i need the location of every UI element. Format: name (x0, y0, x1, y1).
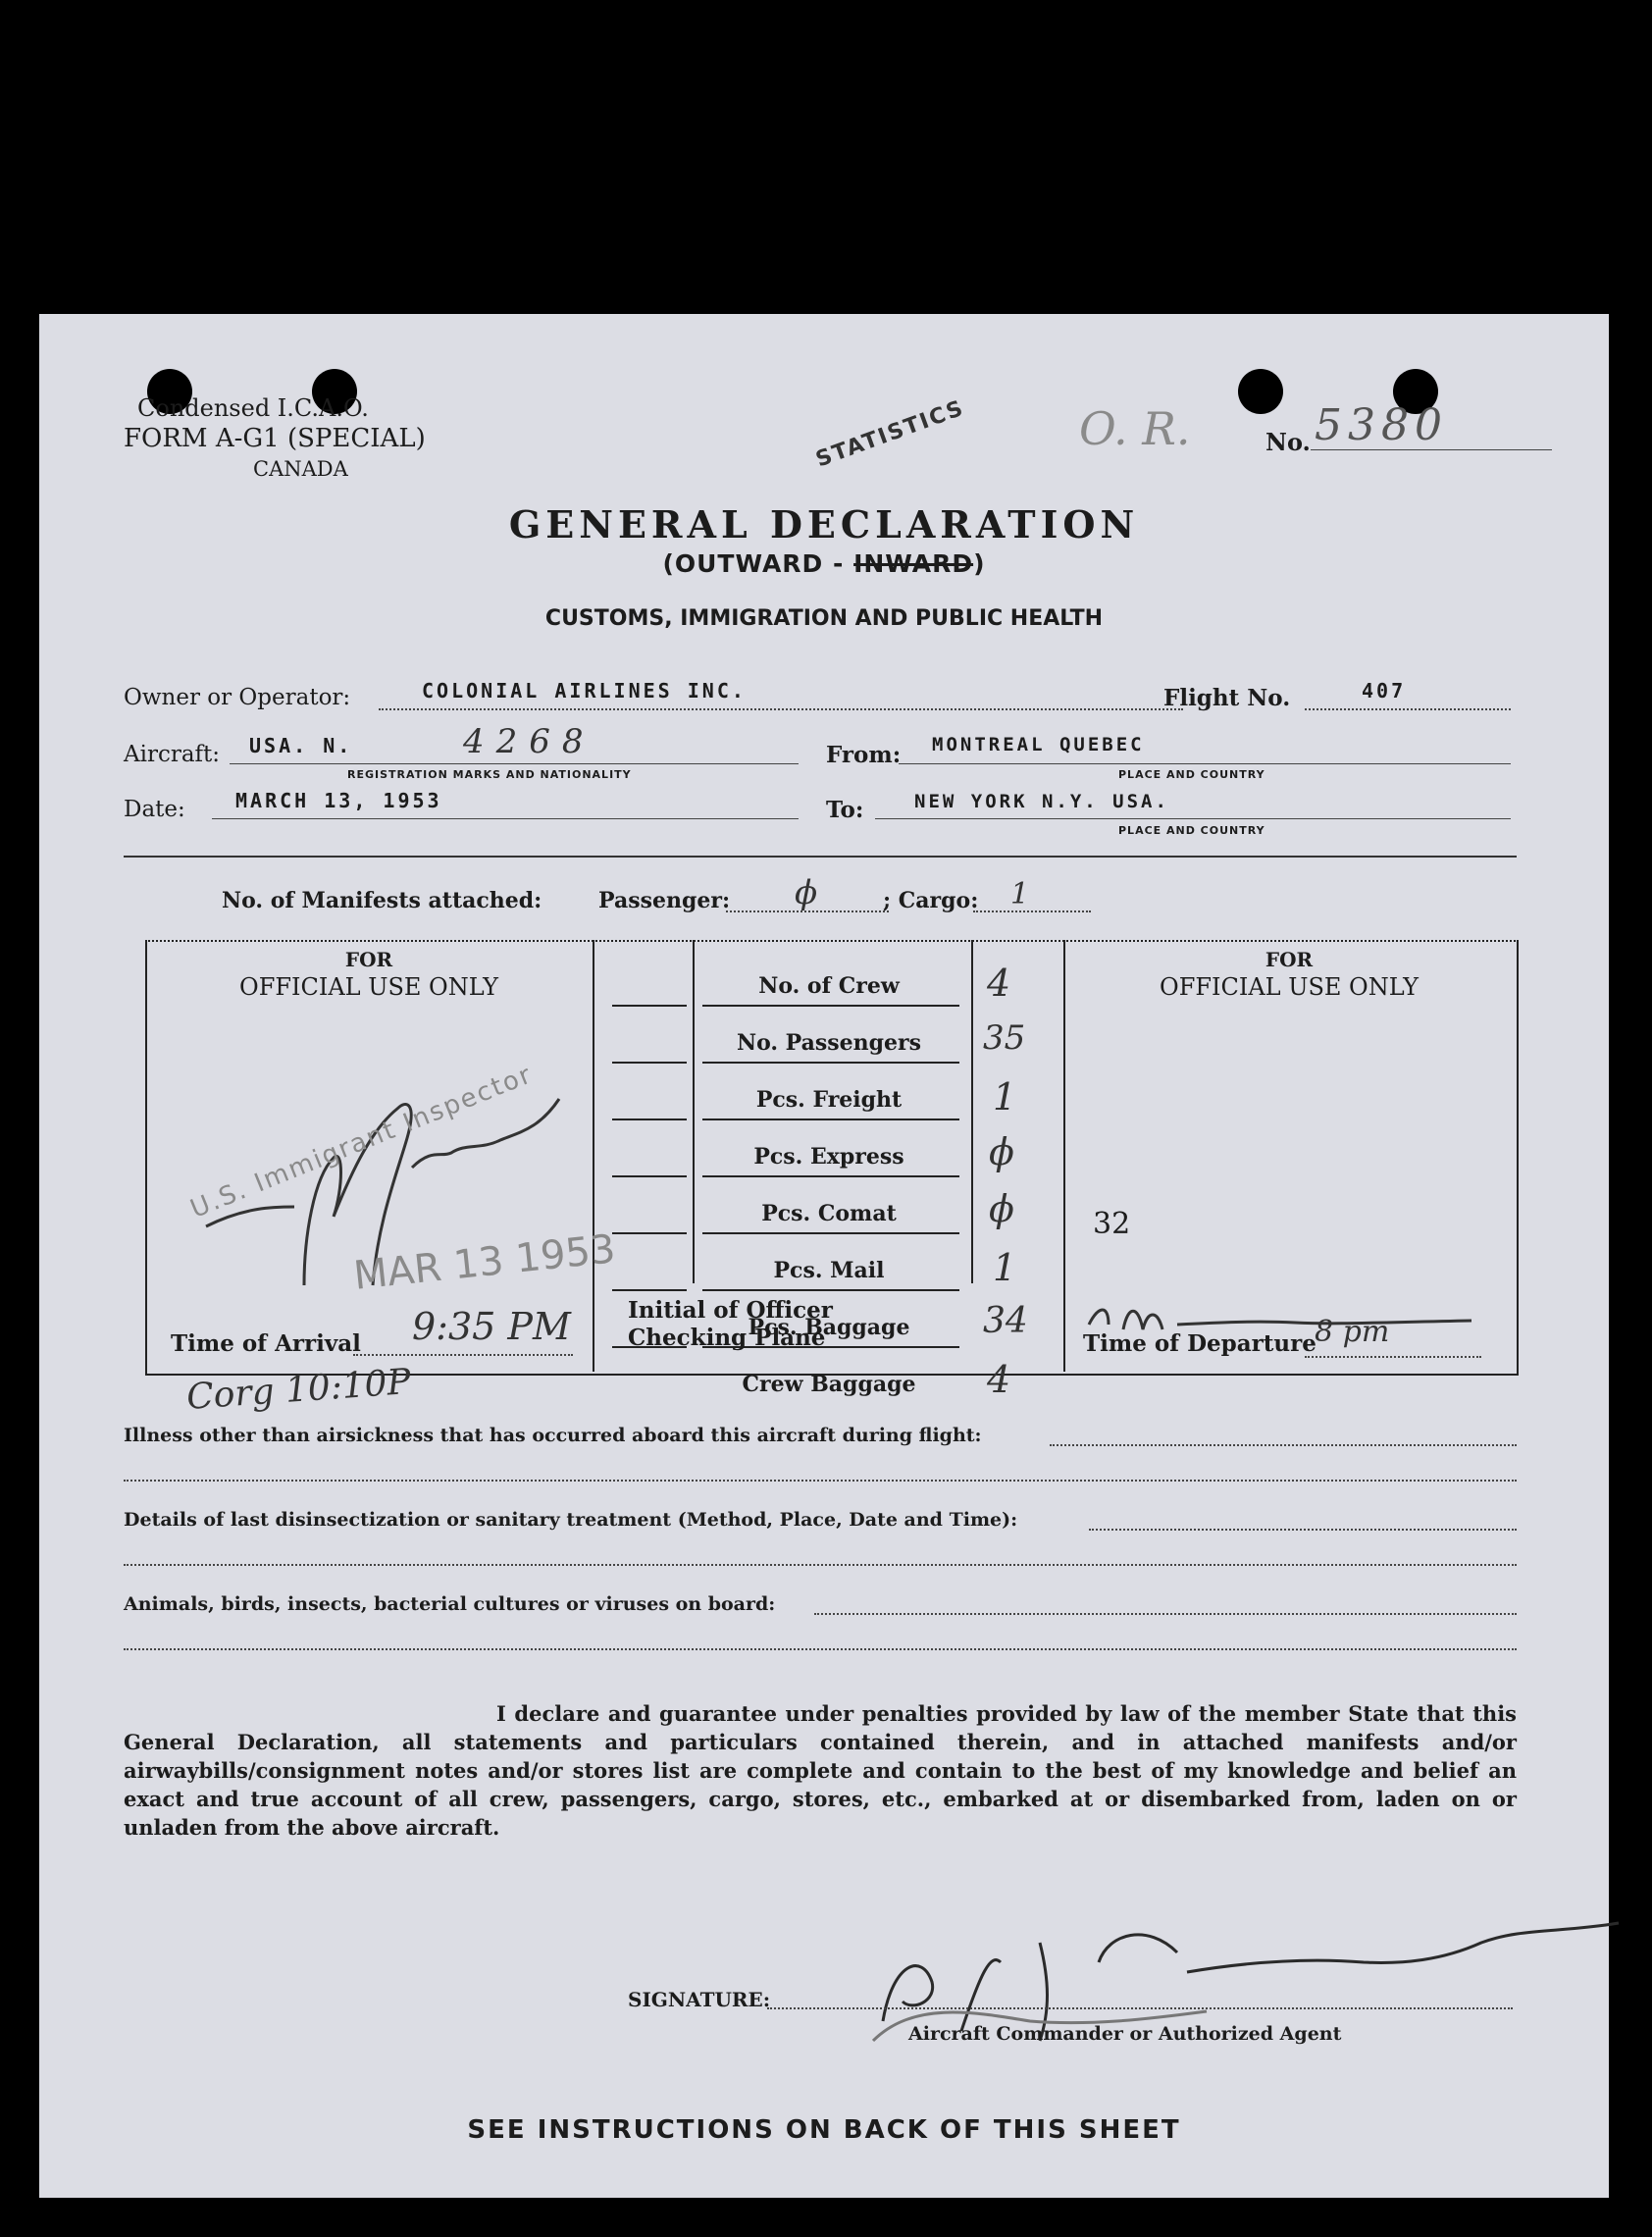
crew-baggage-value: 4 (987, 1358, 1011, 1401)
left-for-label: FOR (344, 948, 393, 971)
statistics-stamp: STATISTICS (812, 395, 968, 473)
signature-label: SIGNATURE: (628, 1988, 771, 2011)
flight-label: Flight No. (1163, 685, 1291, 711)
mail-value: 1 (993, 1246, 1017, 1289)
left-official-label: OFFICIAL USE ONLY (239, 973, 498, 1001)
row-sep-2 (702, 1062, 959, 1064)
departure-line (1305, 1356, 1481, 1358)
aircraft-caption: REGISTRATION MARKS AND NATIONALITY (347, 768, 632, 781)
row-sep-1 (702, 1005, 959, 1007)
right-for-label: FOR (1265, 948, 1314, 971)
passenger-count-label: No. Passengers (736, 1030, 922, 1056)
box-divider-4 (1063, 940, 1065, 1372)
declaration-text: I declare and guarantee under penalties provided by law of the member State that this General Declaration, all statements and particulars contained therein, and in attached manifests and/or airwaybills/consignment notes and/or stores list are complete and contain to the best of my knowledge and belief an exact and true account of all crew, passengers, cargo, stores, etc., embarked at or disembarked from, laden on or unladen from the above aircraft. (124, 1701, 1517, 1840)
stub-4 (612, 1175, 687, 1177)
officer-label-1: Initial of Officer (628, 1297, 833, 1324)
box-divider-2 (693, 940, 695, 1283)
row-sep-3 (702, 1118, 959, 1120)
animals-line-2 (124, 1648, 1517, 1650)
right-official-number: 32 (1093, 1207, 1131, 1241)
signature-caption: Aircraft Commander or Authorized Agent (908, 2023, 1342, 2045)
express-label: Pcs. Express (753, 1144, 904, 1170)
to-value: NEW YORK N.Y. USA. (914, 791, 1169, 812)
handwritten-code: O. R. (1079, 402, 1191, 455)
stub-1 (612, 1005, 687, 1007)
manifests-label: No. of Manifests attached: (222, 888, 542, 913)
illness-question: Illness other than airsickness that has occurred aboard this aircraft during flight: (124, 1425, 982, 1446)
right-official-label: OFFICIAL USE ONLY (1160, 973, 1419, 1001)
crew-baggage-label: Crew Baggage (742, 1372, 916, 1397)
number-label: No. (1265, 428, 1311, 456)
aircraft-line (230, 763, 799, 764)
form-condensed-label: Condensed I.C.A.O. (137, 394, 369, 422)
flight-line (1305, 708, 1511, 710)
disinsect-question: Details of last disinsectization or sanitary treatment (Method, Place, Date and Time): (124, 1509, 1018, 1531)
passenger-label: Passenger: (598, 888, 731, 913)
footer-instructions: SEE INSTRUCTIONS ON BACK OF THIS SHEET (467, 2115, 1181, 2145)
passenger-manifest-value: ϕ (795, 873, 818, 912)
cargo-label: ; Cargo: (883, 888, 979, 913)
signature-line (767, 2007, 1513, 2009)
animals-question: Animals, birds, insects, bacterial cultures or viruses on board: (124, 1593, 776, 1615)
form-number-label: FORM A-G1 (SPECIAL) (124, 424, 426, 453)
form-country-label: CANADA (253, 457, 348, 481)
row-sep-5 (702, 1232, 959, 1234)
stub-2 (612, 1062, 687, 1064)
time-arrival-value: 9:35 PM (412, 1305, 571, 1348)
baggage-label: Pcs. Baggage (748, 1315, 910, 1340)
row-sep-4 (702, 1175, 959, 1177)
disinsect-line-1 (1089, 1529, 1517, 1531)
owner-value: COLONIAL AIRLINES INC. (422, 679, 747, 702)
row-sep-6 (702, 1289, 959, 1291)
number-value: 5380 (1315, 400, 1448, 450)
from-line (899, 763, 1511, 764)
animals-line-1 (814, 1613, 1517, 1615)
illness-line-1 (1050, 1444, 1517, 1446)
subtitle: CUSTOMS, IMMIGRATION AND PUBLIC HEALTH (544, 606, 1104, 631)
illness-line-2 (124, 1480, 1517, 1482)
direction-close: ) (973, 549, 986, 578)
arrival-line (353, 1354, 573, 1356)
inspector-stamp: U.S. Immigrant Inspector (186, 1060, 538, 1224)
punch-hole-3 (1238, 369, 1283, 414)
to-label: To: (826, 797, 864, 823)
time-departure-label: Time of Departure (1083, 1330, 1316, 1357)
direction-subtitle (39, 549, 1609, 578)
aircraft-value: USA. N. (249, 734, 353, 757)
officer-label-2: Checking Plane (628, 1325, 826, 1351)
stub-3 (612, 1118, 687, 1120)
passenger-line (726, 910, 889, 912)
inspector-date-stamp: MAR 13 1953 (351, 1226, 618, 1299)
stub-6 (612, 1289, 687, 1291)
to-line (875, 818, 1511, 819)
owner-line (379, 708, 1183, 710)
cargo-line (973, 910, 1091, 912)
time-departure-value: 8 pm (1315, 1315, 1390, 1349)
number-line (1311, 449, 1552, 450)
inward-struck-text: INWARD (853, 549, 974, 578)
passenger-count-value: 35 (983, 1018, 1026, 1058)
outward-text: (OUTWARD - (662, 549, 854, 578)
disinsect-line-2 (124, 1564, 1517, 1566)
date-label: Date: (124, 797, 185, 822)
date-line (212, 818, 799, 819)
to-caption: PLACE AND COUNTRY (1118, 824, 1265, 837)
mail-label: Pcs. Mail (773, 1258, 885, 1283)
aircraft-number: 4268 (463, 722, 595, 761)
date-value: MARCH 13, 1953 (235, 789, 442, 812)
freight-label: Pcs. Freight (755, 1087, 903, 1113)
baggage-value: 34 (983, 1301, 1028, 1341)
owner-label: Owner or Operator: (124, 685, 351, 710)
flight-value: 407 (1362, 679, 1407, 702)
crew-count-label: No. of Crew (758, 973, 900, 999)
connecting-note: Corg 10:10P (184, 1362, 413, 1418)
header-divider (124, 856, 1517, 858)
freight-value: 1 (993, 1075, 1017, 1118)
from-value: MONTREAL QUEBEC (932, 734, 1145, 755)
declaration-form-sheet (39, 314, 1609, 2198)
from-caption: PLACE AND COUNTRY (1118, 768, 1265, 781)
cargo-manifest-value: 1 (1010, 877, 1030, 911)
stub-5 (612, 1232, 687, 1234)
comat-value: ϕ (989, 1187, 1014, 1230)
aircraft-label: Aircraft: (124, 742, 221, 767)
page-title: GENERAL DECLARATION (508, 502, 1140, 546)
box-divider-3 (971, 940, 973, 1283)
from-label: From: (826, 742, 902, 768)
express-value: ϕ (989, 1130, 1014, 1173)
comat-label: Pcs. Comat (761, 1201, 897, 1226)
crew-count-value: 4 (987, 962, 1011, 1005)
time-arrival-label: Time of Arrival (171, 1330, 361, 1357)
